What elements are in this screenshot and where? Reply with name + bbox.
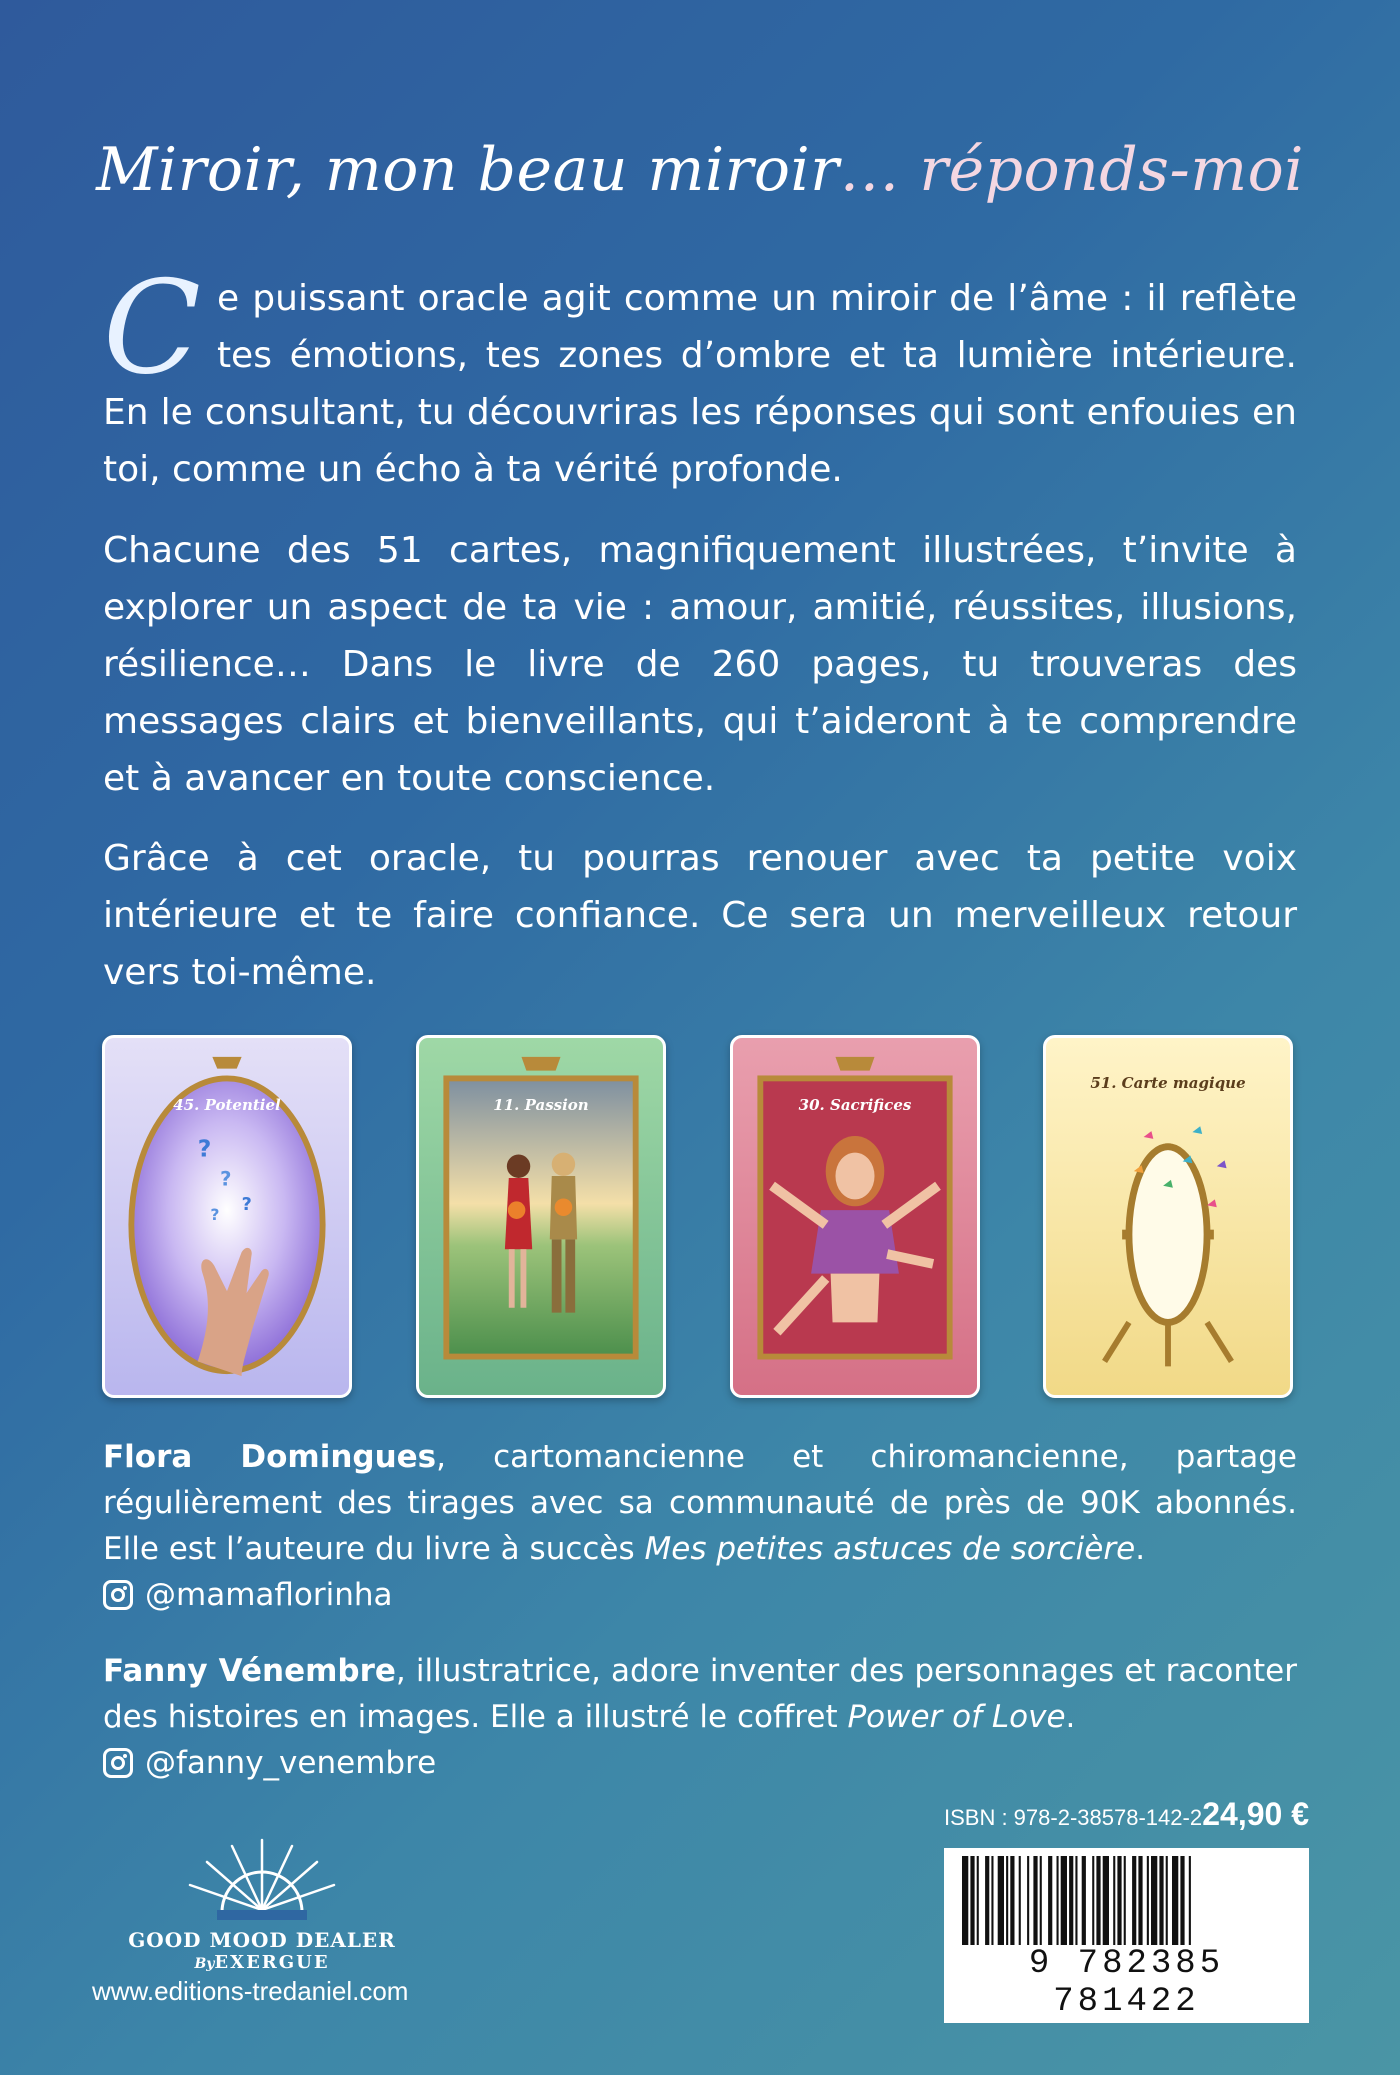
illustrator-name: Fanny Vénembre <box>103 1653 396 1689</box>
illustrator-instagram[interactable] <box>103 1740 1297 1786</box>
publisher-imprint: EXERGUE <box>214 1952 330 1973</box>
price: 24,90 € <box>1202 1796 1309 1832</box>
barcode <box>944 1848 1309 2023</box>
publisher-logo <box>92 1830 432 1973</box>
instagram-icon <box>103 1580 133 1610</box>
card-passion <box>416 1035 666 1398</box>
card-title-potentiel: 45. Potentiel <box>173 1096 281 1114</box>
publisher-imprint-line <box>92 1952 432 1973</box>
instagram-icon <box>103 1748 133 1778</box>
svg-text:?: ? <box>197 1134 212 1163</box>
card-potentiel <box>102 1035 352 1398</box>
card-sacrifices <box>730 1035 980 1398</box>
isbn: ISBN : 978-2-38578-142-2 <box>944 1805 1203 1830</box>
author-bio-a: , cartomancienne et chiromancienne, partage régulièrement des tirages avec sa communauté de près de 90K abonnés. Elle est l’auteure du livre à succès <box>103 1439 1297 1567</box>
illustrator-bio <box>103 1648 1297 1786</box>
author-bio-text <box>103 1434 1297 1572</box>
illustrator-book: Power of Love <box>847 1699 1066 1735</box>
svg-text:?: ? <box>241 1195 252 1216</box>
illustrator-bio-b: . <box>1065 1699 1076 1735</box>
intro-paragraph-1 <box>103 254 1297 498</box>
tagline-part1: Miroir, mon beau miroir <box>96 135 840 205</box>
card-passion-illustration <box>419 1038 663 1395</box>
dropcap: C <box>103 254 201 403</box>
card-carte-magique <box>1043 1035 1293 1398</box>
barcode-digits: 9 782385 781422 <box>944 1945 1309 2021</box>
author-handle: @mamaflorinha <box>145 1577 393 1613</box>
card-title-sacrifices: 30. Sacrifices <box>798 1096 912 1114</box>
author-bio <box>103 1434 1297 1618</box>
card-title-passion: 11. Passion <box>493 1096 589 1114</box>
sunburst-icon <box>162 1830 362 1920</box>
tagline-part2: … réponds-moi <box>839 135 1304 205</box>
card-sacrifices-illustration <box>733 1038 977 1395</box>
author-instagram[interactable] <box>103 1572 1297 1618</box>
card-title-carte-magique: 51. Carte magique <box>1090 1074 1246 1092</box>
illustrator-handle: @fanny_venembre <box>145 1745 437 1781</box>
publisher-name: GOOD MOOD DEALER <box>128 1928 396 1952</box>
illustrator-bio-text <box>103 1648 1297 1740</box>
illustrator-bio-a: , illustratrice, adore inventer des personnages et raconter des histoires en images. Elle a illustré le coffret <box>103 1653 1297 1735</box>
publisher-website[interactable]: www.editions-tredaniel.com <box>92 1976 409 2006</box>
svg-text:?: ? <box>210 1205 220 1224</box>
publisher-by: By <box>194 1956 215 1972</box>
intro-paragraph-2: Chacune des 51 cartes, magnifiquement illustrées, t’invite à explorer un aspect de ta vie : amour, amitié, réussites, illusions, résilience… Dans le livre de 260 pages, tu trouveras des messages clairs et bienveillants, qui t’aideront à te comprendre et à avancer en toute conscience. <box>103 530 1297 799</box>
author-bio-b: . <box>1135 1531 1146 1567</box>
intro-paragraph-3: Grâce à cet oracle, tu pourras renouer avec ta petite voix intérieure et te faire confiance. Ce sera un merveilleux retour vers toi-même. <box>103 838 1297 993</box>
tagline <box>0 135 1400 205</box>
author-name: Flora Domingues <box>103 1439 437 1475</box>
card-potentiel-illustration <box>105 1038 349 1395</box>
intro-text-1: e puissant oracle agit comme un miroir de l’âme : il reflète tes émotions, tes zones d’ombre et ta lumière intérieure. En le consultant, tu découvriras les réponses qui sont enfouies en toi, comme un écho à ta vérité profonde. <box>103 278 1297 490</box>
author-book: Mes petites astuces de sorcière <box>644 1531 1136 1567</box>
isbn-price-row <box>944 1796 1309 1833</box>
svg-text:?: ? <box>220 1167 232 1191</box>
